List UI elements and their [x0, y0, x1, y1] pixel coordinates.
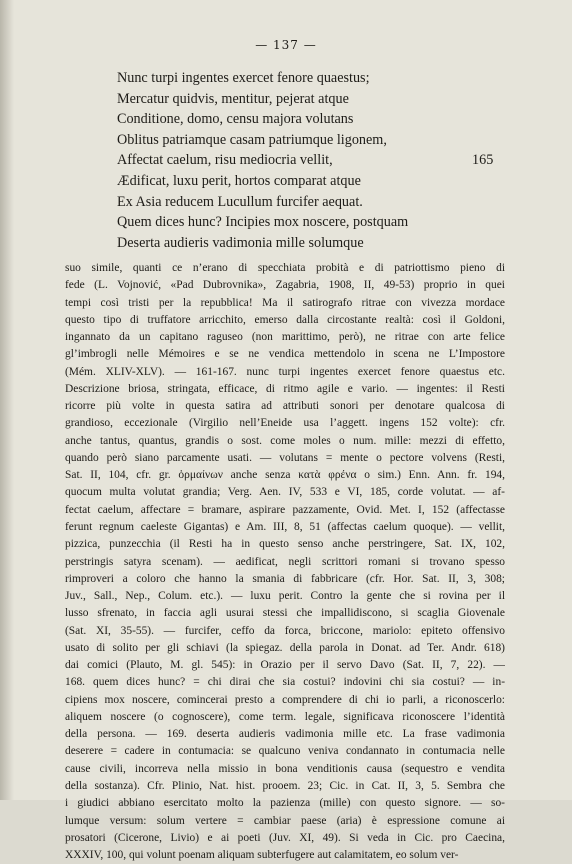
- commentary-line: Sat. II, 104, cfr. gr. ὁρμαίνων anche senza κατὰ φρένα o sim.) Enn. Ann. fr. 194,: [65, 469, 505, 482]
- commentary-line: ricorre più volte in questa satira ad attributi sonori per denotare qualcosa di: [65, 400, 505, 413]
- poem-line-text: Quem dices hunc? Incipies mox noscere, postquam: [117, 214, 409, 231]
- poem-line-text: Affectat caelum, risu mediocria vellit,: [117, 152, 333, 169]
- poem-line: [117, 192, 507, 213]
- commentary-line: anche tantus, quantus, grandis o sost. come moles o num. mille: mezzi di effetto,: [65, 434, 505, 447]
- commentary-line: cause civili, incorreva nella missio in bona venditionis causa (sequestro e vendita: [65, 762, 505, 775]
- poem-line-text: Oblitus patriamque casam patriumque ligonem,: [117, 131, 387, 148]
- commentary-block: [65, 260, 505, 864]
- commentary-line: ingannato da un capitano raguseo (non marittimo, però), ne ritrae con arte felice: [65, 331, 505, 344]
- poem-line: [117, 109, 507, 130]
- poem-line: [117, 233, 507, 254]
- poem-line: [117, 68, 507, 89]
- commentary-line: questo tipo di truffatore arricchito, emerso dalla circostante realtà: così il Goldoni,: [65, 313, 505, 326]
- poem-line-text: Mercatur quidvis, mentitur, pejerat atque: [117, 90, 349, 107]
- commentary-line: fede (L. Vojnović, «Pad Dubrovnika», Zagabria, 1908, II, 49-53) proprio in quei: [65, 279, 505, 292]
- commentary-line: (Sat. XI, 35-55). — furcifer, ceffo da forca, briccone, mariolo: epiteto offensivo: [65, 624, 505, 637]
- poem-line-text: Deserta audieris vadimonia mille solumque: [117, 234, 364, 251]
- commentary-line: ferunt regnum caeleste Gigantas) e Am. III, 8, 51 (affectas caelum quoque). — vellit,: [65, 520, 505, 533]
- commentary-line: dai comici (Plauto, M. gl. 545): in Orazio per il servo Davo (Sat. II, 7, 22). —: [65, 659, 505, 672]
- commentary-line: grandioso, eccezionale (Virgilio nell’Eneide usa l’aggett. ingens 152 volte): cfr.: [65, 417, 505, 430]
- commentary-line: cipiens mox noscere, comincerai presto a comprendere di chi io parli, a riconoscerlo:: [65, 693, 505, 706]
- commentary-line: gl’imbrogli nelle Mémoires e se ne vendica mettendolo in scena ne L’Impostore: [65, 348, 505, 361]
- poem-line: [117, 171, 507, 192]
- commentary-line: della sostanza). Cfr. Plinio, Nat. hist. prooem. 23; Cic. in Cat. II, 3, 5. Sembra che: [65, 779, 505, 792]
- poem-line: [117, 130, 507, 151]
- poem-line-text: Ex Asia reducem Lucullum furcifer aequat.: [117, 193, 363, 210]
- commentary-line: rimproveri a coloro che hanno la smania di fabbricare (cfr. Hor. Sat. II, 3, 308;: [65, 572, 505, 585]
- commentary-line: aliquem noscere (o cognoscere), come term. legale, significava riconoscere l’identità: [65, 710, 505, 723]
- commentary-line: suo simile, quanti ce n’erano di specchiata probità e di patriottismo pieno di: [65, 262, 505, 274]
- poem-line-text: Ædificat, luxu perit, hortos comparat atque: [117, 172, 361, 189]
- commentary-line: tempi così tristi per la repubblica! Ma il satirografo ritrae con vivezza mordace: [65, 296, 505, 309]
- commentary-line: Descrizione briosa, stringata, efficace, di ritmo agile e vario. — ingentes: il Resti: [65, 382, 505, 395]
- commentary-line: perstringis satyra scenam). — aedificat, negli scrittori romani si trovano spesso: [65, 555, 505, 568]
- commentary-line: deserere = cadere in contumacia: se qualcuno veniva condannato in contumacia nelle: [65, 745, 505, 758]
- commentary-line: prosatori (Cicerone, Livio) e ai poeti (Juv. XI, 49). Si veda in Cic. pro Caecina,: [65, 831, 505, 844]
- commentary-line: XXXIV, 100, qui volunt poenam aliquam subterfugere aut calamitatem, eo solum ver-: [65, 849, 459, 862]
- commentary-line: della persona. — 169. deserta audieris vadimonia mille etc. La frase vadimonia: [65, 728, 505, 741]
- commentary-line: pizzica, punzecchia (il Resti ha in questo senso anche perstringere, Sat. IX, 102,: [65, 538, 505, 551]
- verse-line-number: 165: [472, 152, 494, 169]
- poem-line-text: Conditione, domo, censu majora volutans: [117, 111, 354, 128]
- commentary-line: lumque versum: solum vertere = cambiar paese (aria) è espressione comune ai: [65, 814, 505, 827]
- binding-shadow: [0, 0, 14, 800]
- commentary-line: quocum multa volutat grandia; Verg. Aen. IV, 533 e VI, 185, corde volutat. — af-: [65, 486, 505, 499]
- page-number: — 137 —: [255, 38, 317, 52]
- poem-line: [117, 150, 507, 171]
- commentary-line: usato di solito per gli schiavi (la spiegaz. della parola in Donat. ad Ter. Andr. 618): [65, 641, 505, 654]
- commentary-line: (Mém. XLIV-XLV). — 161-167. nunc turpi ingentes exercet fenore quaestus etc.: [65, 365, 505, 378]
- commentary-line: lusso sfrenato, in faccia agli usurai stessi che impallidiscono, si scaglia Giovenale: [65, 607, 505, 620]
- commentary-line: fectat caelum, affectare = bramare, aspirare pazzamente, Ovid. Met. I, 152 (affectasse: [65, 503, 505, 516]
- commentary-line: i giudici abbiano esercitato molto la pazienza (mille) con questo signore. — so-: [65, 797, 505, 810]
- poem-block: [117, 68, 507, 253]
- poem-line-text: Nunc turpi ingentes exercet fenore quaestus;: [117, 70, 370, 86]
- commentary-line: Juv., Sall., Nep., Colum. etc.). — luxu perit. Contro la gente che si rovina per il: [65, 590, 505, 603]
- commentary-line: 168. quem dices hunc? = chi dirai che sia costui? indovini chi sia costui? — in-: [65, 676, 505, 689]
- commentary-line: quando però siano parcamente usati. — volutans = mente o pectore volvens (Resti,: [65, 451, 505, 464]
- poem-line: [117, 89, 507, 110]
- poem-line: [117, 212, 507, 233]
